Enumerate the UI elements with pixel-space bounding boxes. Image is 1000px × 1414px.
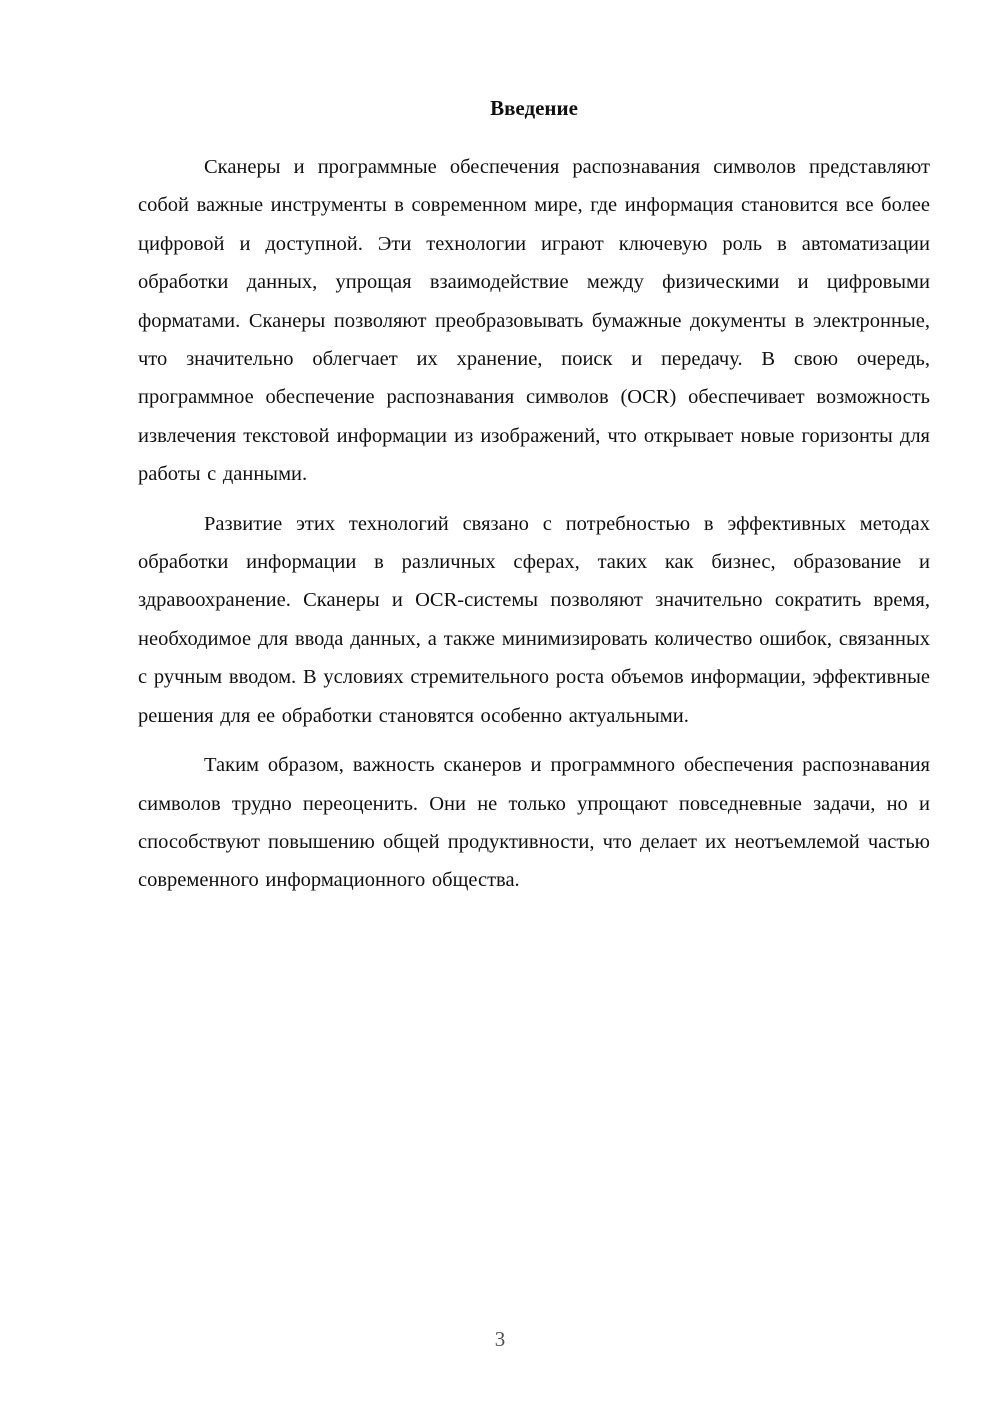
paragraph-intro-scanners: Сканеры и программные обеспечения распознавания символов представляют собой важные инструменты в современном мире, где информация становится все более цифровой и доступной. Эти технологии играют ключевую роль в автоматизации обработки данных, упрощая взаимодействие между физическими и цифровыми форматами. Сканеры позволяют преобразовывать бумажные документы в электронные, что значительно облегчает их хранение, поиск и передачу. В свою очередь, программное обеспечение распознавания символов (OCR) обеспечивает возможность извлечения текстовой информации из изображений, что открывает новые горизонты для работы с данными. <box>138 156 930 486</box>
paragraph-technology-development: Развитие этих технологий связано с потребностью в эффективных методах обработки информации в различных сферах, таких как бизнес, образование и здравоохранение. Сканеры и OCR-системы позволяют значительно сократить время, необходимое для ввода данных, а также минимизировать количество ошибок, связанных с ручным вводом. В условиях стремительного роста объемов информации, эффективные решения для ее обработки становятся особенно актуальными. <box>138 512 930 727</box>
page-number: 3 <box>494 1327 506 1351</box>
text-block <box>138 94 930 911</box>
paragraph-conclusion: Таким образом, важность сканеров и программного обеспечения распознавания символов трудно переоценить. Они не только упрощают повседневные задачи, но и способствуют повышению общей продуктивности, что делает их неотъемлемой частью современного информационного общества. <box>138 754 930 892</box>
page-title: Введение <box>490 96 578 120</box>
